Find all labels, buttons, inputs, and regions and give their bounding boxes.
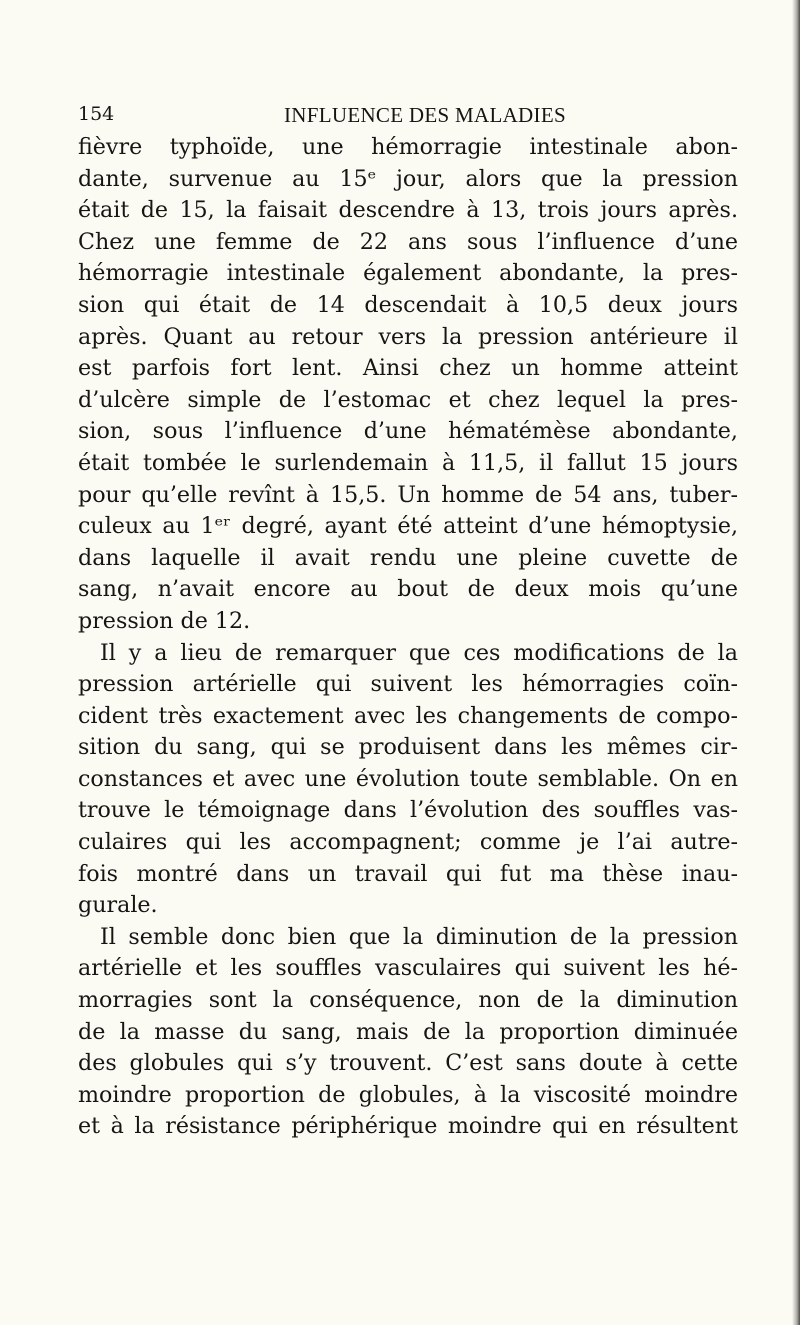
text-line: était de 15, la faisait descendre à 13, trois jours après. (78, 197, 738, 224)
text-line: Il y a lieu de remarquer que ces modifications de la (100, 639, 738, 666)
text-line: cident très exactement avec les changements de compo- (78, 702, 738, 729)
text-line: moindre proportion de globules, à la viscosité moindre (78, 1081, 738, 1108)
text-line: pression artérielle qui suivent les hémorragies coïn- (78, 671, 738, 698)
text-line: sion, sous l’influence d’une hématémèse abondante, (78, 418, 738, 445)
text-line: Chez une femme de 22 ans sous l’influence d’une (78, 228, 738, 255)
body-text (78, 132, 738, 1143)
running-head (78, 103, 728, 131)
text-line: fois montré dans un travail qui fut ma thèse inau- (78, 860, 738, 887)
text-line: sition du sang, qui se produisent dans les mêmes cir- (78, 734, 738, 761)
text-line: trouve le témoignage dans l’évolution des souffles vas- (78, 797, 738, 824)
running-title: INFLUENCE DES MALADIES (284, 103, 566, 127)
text-line: fièvre typhoïde, une hémorragie intestinale abon- (78, 134, 738, 160)
text-line: après. Quant au retour vers la pression antérieure il (78, 323, 738, 350)
text-line: pression de 12. (78, 607, 251, 634)
text-line: artérielle et les souffles vasculaires qui suivent les hé- (78, 955, 738, 982)
text-line: sang, n’avait encore au bout de deux mois qu’une (78, 576, 738, 603)
text-line: culaires qui les accompagnent; comme je l’ai autre- (78, 829, 738, 856)
text-line: était tombée le surlendemain à 11,5, il fallut 15 jours (78, 449, 738, 476)
text-line: de la masse du sang, mais de la proportion diminuée (78, 1018, 738, 1045)
text-line: et à la résistance périphérique moindre qui en résultent (78, 1113, 738, 1140)
text-line: gurale. (78, 892, 158, 919)
text-line: morragies sont la conséquence, non de la diminution (78, 987, 738, 1014)
text-line: culeux au 1ᵉʳ degré, ayant été atteint d’une hémoptysie, (78, 513, 738, 540)
text-line: Il semble donc bien que la diminution de la pression (100, 923, 738, 950)
page-edge-shadow (792, 0, 800, 1325)
text-line: hémorragie intestinale également abondante, la pres- (78, 260, 738, 287)
text-line: constances et avec une évolution toute semblable. On en (78, 765, 738, 792)
page-number: 154 (78, 103, 115, 125)
text-line: d’ulcère simple de l’estomac et chez lequel la pres- (78, 386, 738, 413)
text-line: des globules qui s’y trouvent. C’est sans doute à cette (78, 1050, 738, 1077)
text-line: sion qui était de 14 descendait à 10,5 deux jours (78, 291, 738, 318)
text-line: dans laquelle il avait rendu une pleine cuvette de (78, 544, 738, 571)
text-line: dante, survenue au 15ᵉ jour, alors que la pression (78, 165, 738, 192)
text-line: est parfois fort lent. Ainsi chez un homme atteint (78, 355, 738, 382)
text-line: pour qu’elle revînt à 15,5. Un homme de 54 ans, tuber- (78, 481, 738, 508)
